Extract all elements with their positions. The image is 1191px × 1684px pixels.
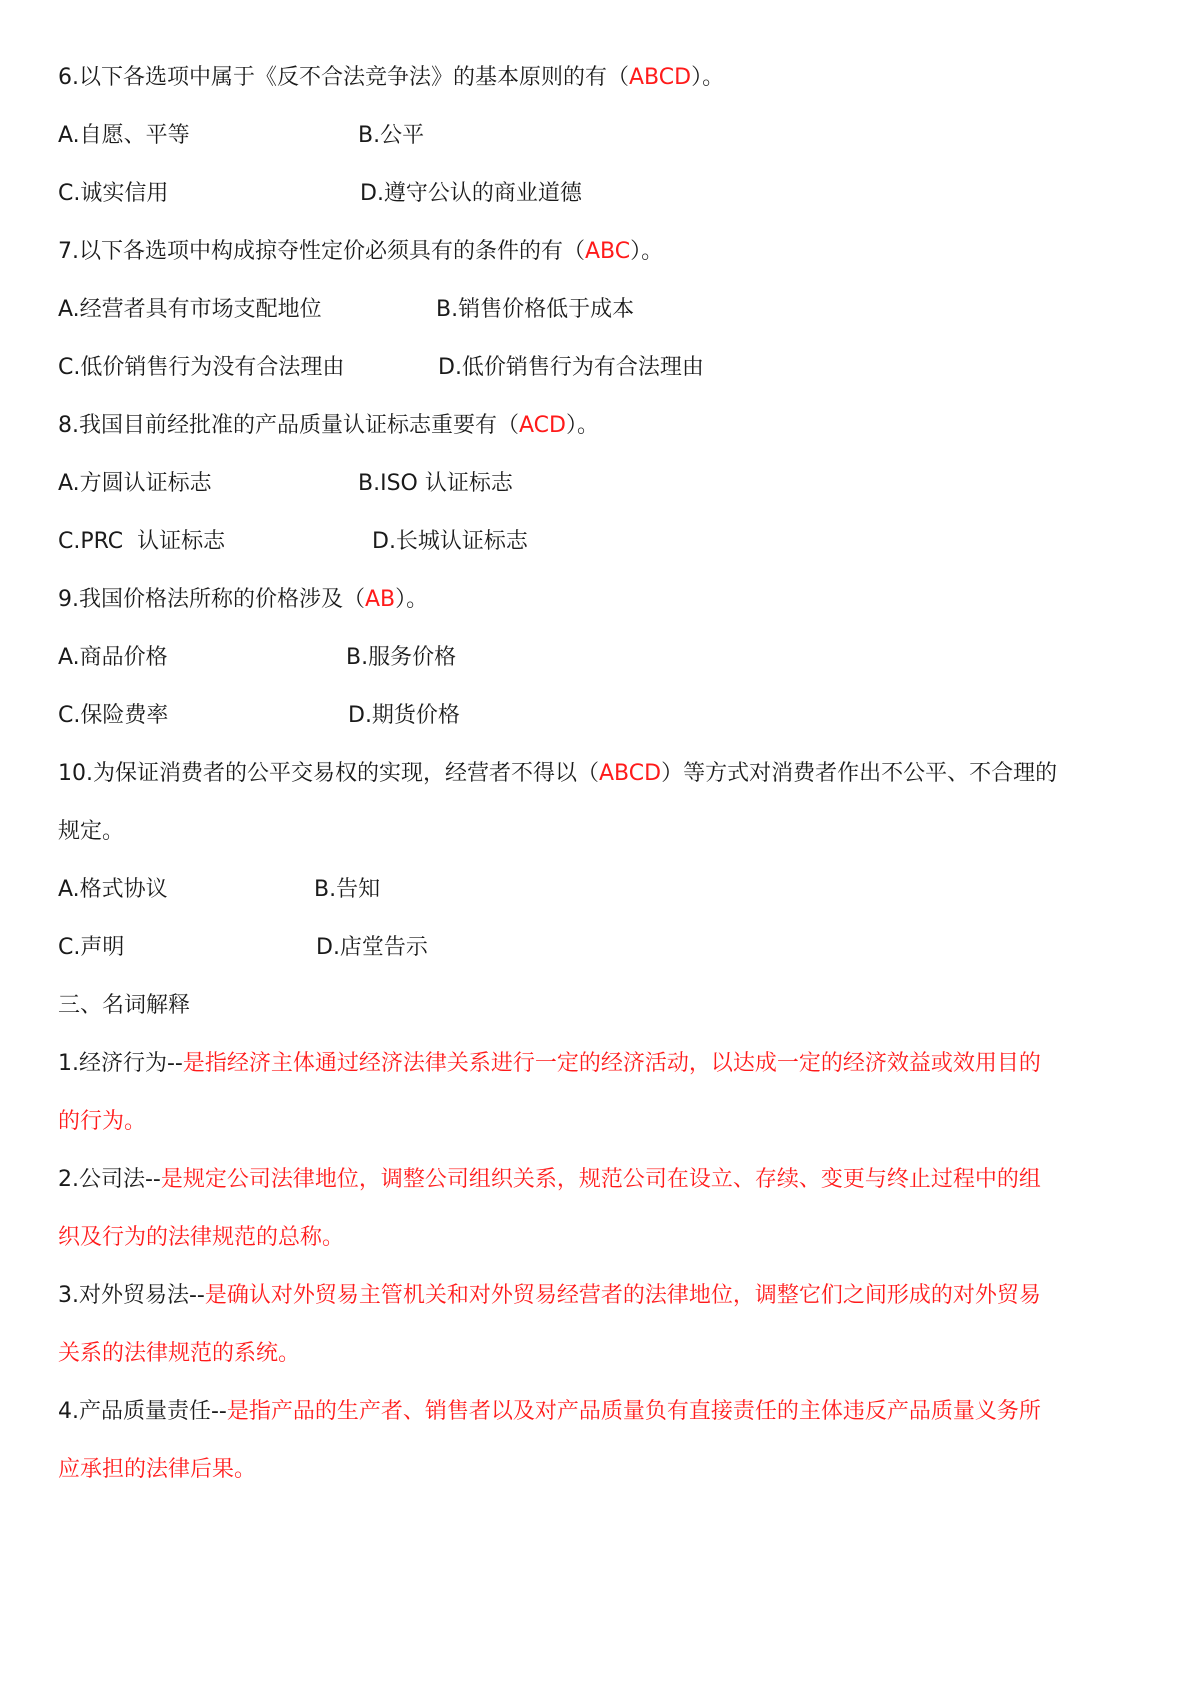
question-6	[58, 63, 724, 93]
term-definition: 是规定公司法律地位，调整公司组织关系，规范公司在设立、存续、变更与终止过程中的组	[160, 1167, 1041, 1192]
section-heading: 三、名词解释	[58, 993, 191, 1018]
term-definition-continuation: 的行为。	[58, 1109, 147, 1134]
answer-key: ABCD	[629, 65, 692, 90]
option-a: A.自愿、平等	[58, 123, 190, 148]
term-definition-continuation: 应承担的法律后果。	[58, 1457, 257, 1482]
options-row	[58, 643, 1138, 673]
options-row	[58, 353, 1138, 383]
term-definition-continuation: 织及行为的法律规范的总称。	[58, 1225, 345, 1250]
question-text: 8.我国目前经批准的产品质量认证标志重要有（	[58, 413, 519, 438]
question-text: 6.以下各选项中属于《反不合法竞争法》的基本原则的有（	[58, 65, 629, 90]
answer-key: AB	[365, 587, 396, 612]
options-row	[58, 701, 1138, 731]
answer-key: ACD	[519, 413, 566, 438]
option-b: B.公平	[358, 123, 425, 148]
term-definition: 是指经济主体通过经济法律关系进行一定的经济活动，以达成一定的经济效益或效用目的	[182, 1051, 1041, 1076]
term-definition: 是确认对外贸易主管机关和对外贸易经营者的法律地位，调整它们之间形成的对外贸易	[204, 1283, 1041, 1308]
option-d: D.长城认证标志	[372, 529, 528, 554]
answer-key: ABCD	[599, 761, 662, 786]
term-3	[58, 1281, 1041, 1311]
question-text: 10.为保证消费者的公平交易权的实现，经营者不得以（	[58, 761, 599, 786]
option-b: B.服务价格	[346, 645, 457, 670]
answer-key: ABC	[585, 239, 631, 264]
question-7	[58, 237, 663, 267]
option-b: B.销售价格低于成本	[436, 297, 635, 322]
term-4	[58, 1397, 1041, 1427]
option-a: A.经营者具有市场支配地位	[58, 297, 322, 322]
option-c: C.诚实信用	[58, 181, 169, 206]
options-row	[58, 179, 1138, 209]
term-label: 1.经济行为--	[58, 1051, 183, 1076]
question-text: 9.我国价格法所称的价格涉及（	[58, 587, 365, 612]
question-suffix: ）。	[630, 239, 664, 264]
option-d: D.期货价格	[348, 703, 460, 728]
question-text: 7.以下各选项中构成掠夺性定价必须具有的条件的有（	[58, 239, 585, 264]
question-suffix: ）。	[395, 587, 429, 612]
option-d: D.遵守公认的商业道德	[360, 181, 582, 206]
option-d: D.低价销售行为有合法理由	[438, 355, 704, 380]
option-c: C.PRC 认证标志	[58, 529, 226, 554]
options-row	[58, 469, 1138, 499]
term-label: 4.产品质量责任--	[58, 1399, 227, 1424]
options-row	[58, 875, 1138, 905]
option-a: A.商品价格	[58, 645, 168, 670]
option-a: A.格式协议	[58, 877, 168, 902]
option-c: C.声明	[58, 935, 125, 960]
term-definition: 是指产品的生产者、销售者以及对产品质量负有直接责任的主体违反产品质量义务所	[226, 1399, 1041, 1424]
options-row	[58, 121, 1138, 151]
option-a: A.方圆认证标志	[58, 471, 212, 496]
options-row	[58, 527, 1138, 557]
option-c: C.保险费率	[58, 703, 169, 728]
question-continuation: 规定。	[58, 819, 125, 844]
options-row	[58, 933, 1138, 963]
option-d: D.店堂告示	[316, 935, 428, 960]
option-b: B.ISO 认证标志	[358, 471, 513, 496]
term-label: 3.对外贸易法--	[58, 1283, 205, 1308]
term-1	[58, 1049, 1041, 1079]
question-suffix: ）等方式对消费者作出不公平、不合理的	[661, 761, 1058, 786]
question-8	[58, 411, 599, 441]
term-label: 2.公司法--	[58, 1167, 161, 1192]
term-2	[58, 1165, 1041, 1195]
term-definition-continuation: 关系的法律规范的系统。	[58, 1341, 301, 1366]
options-row	[58, 295, 1138, 325]
question-9	[58, 585, 428, 615]
question-suffix: ）。	[565, 413, 599, 438]
question-suffix: ）。	[691, 65, 725, 90]
option-c: C.低价销售行为没有合法理由	[58, 355, 345, 380]
option-b: B.告知	[314, 877, 381, 902]
question-10	[58, 759, 1057, 789]
